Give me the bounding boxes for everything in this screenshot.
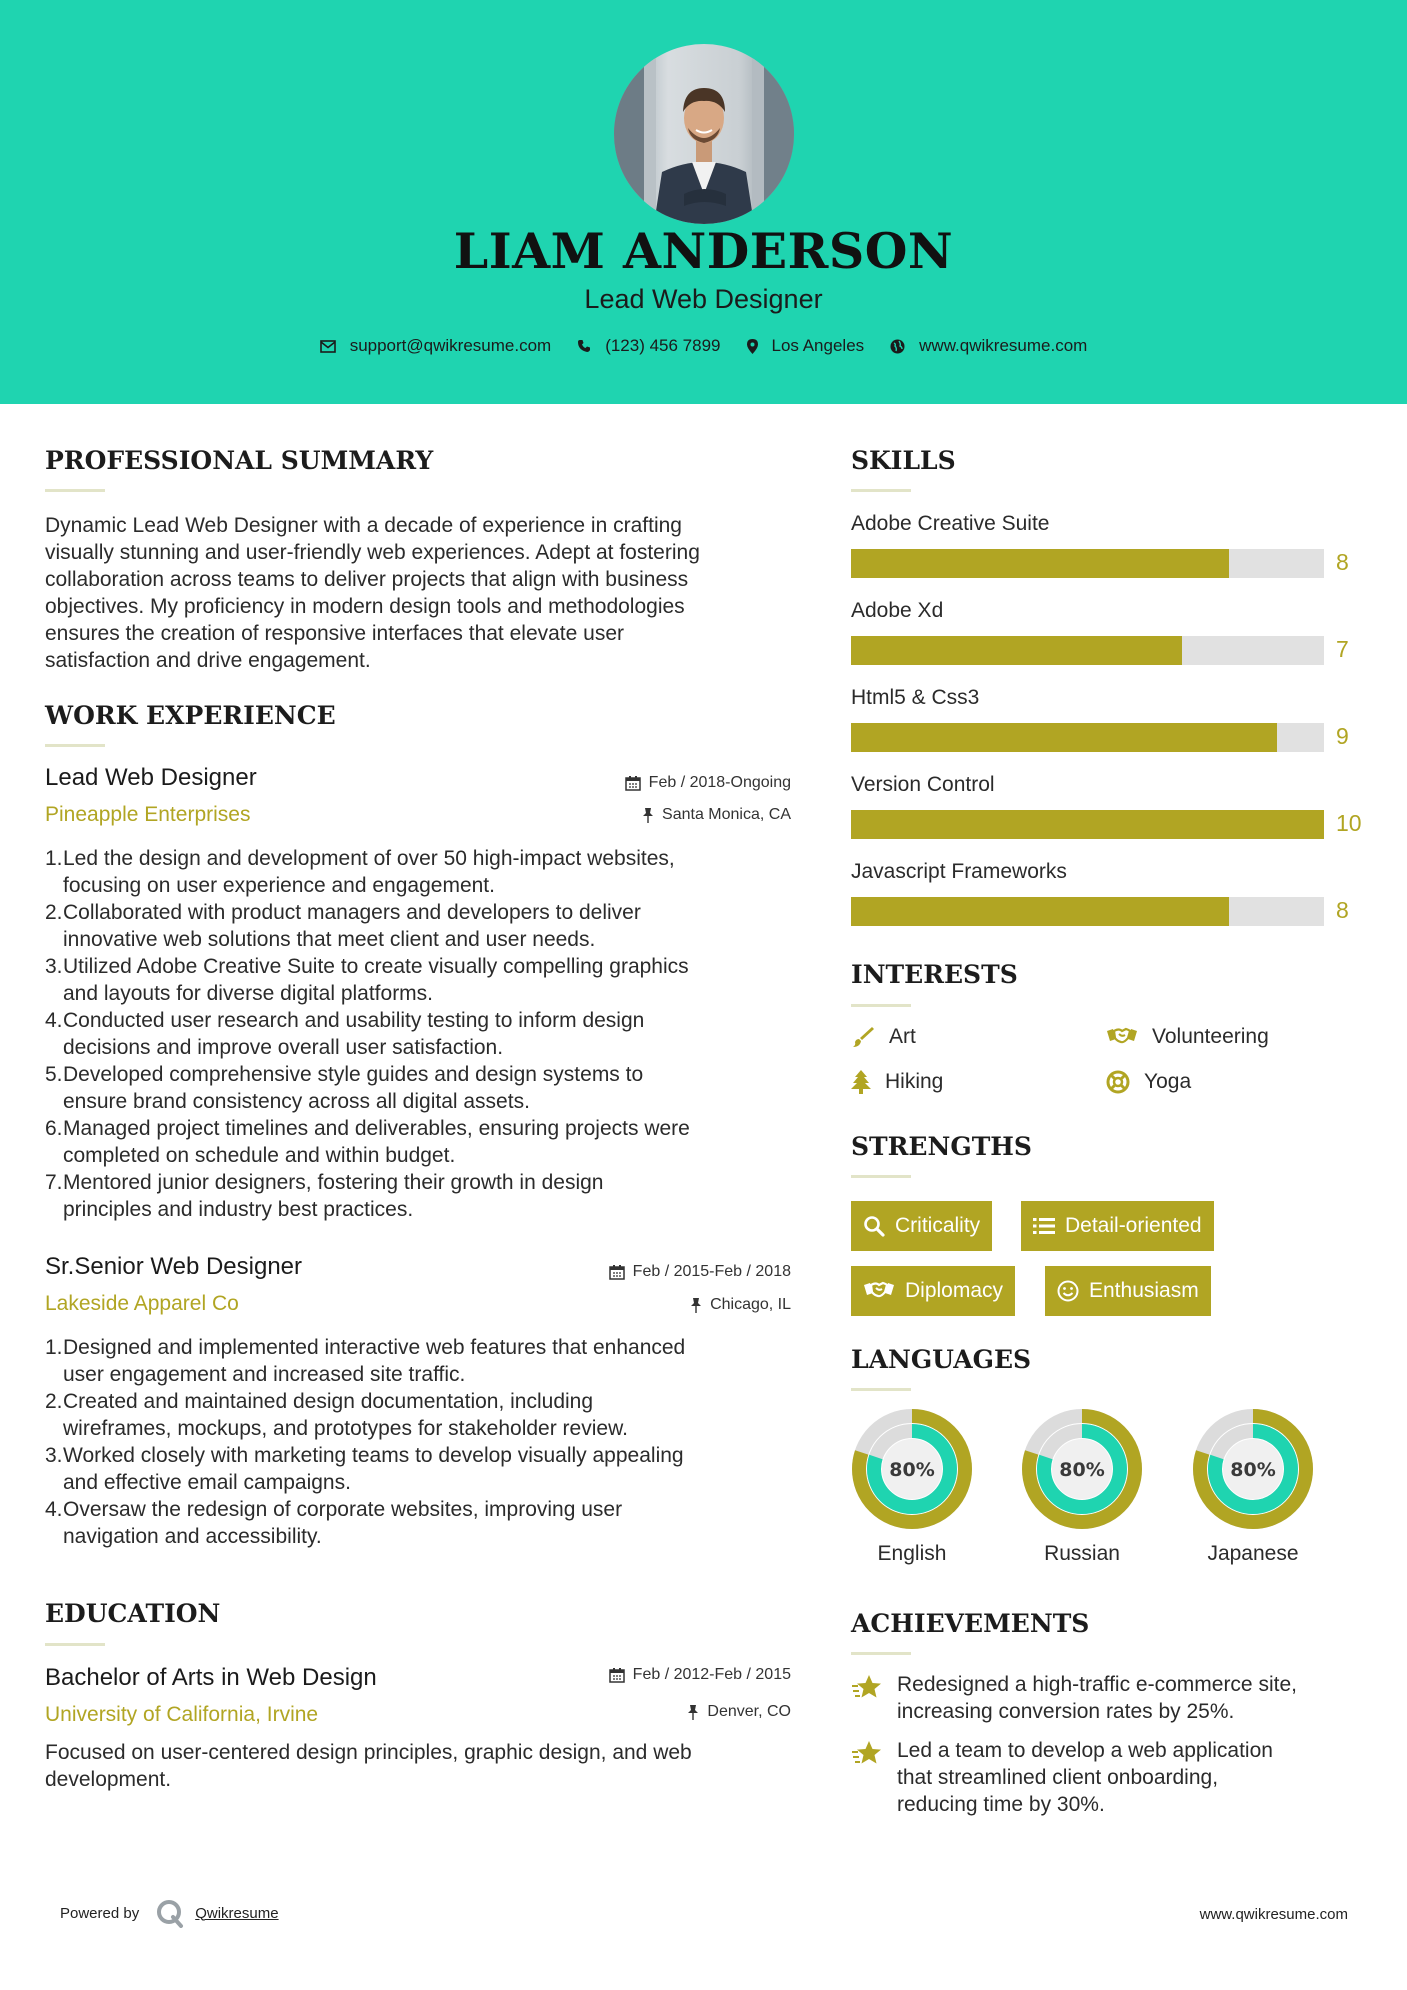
- list-item-line: Mentored junior designers, fostering their growth in design: [63, 1171, 604, 1194]
- summary-heading: PROFESSIONAL SUMMARY: [45, 446, 434, 475]
- list-item-line: wireframes, mockups, and prototypes for stakeholder review.: [63, 1417, 628, 1440]
- list-item: 1. Designed and implemented interactive web features that enhanced user engagement and increased site traffic.: [45, 1334, 795, 1388]
- interest-item: [1106, 1025, 1269, 1049]
- pushpin-icon: [687, 1704, 699, 1720]
- resume-header: [0, 0, 1407, 404]
- strength-label: Enthusiasm: [1089, 1279, 1199, 1302]
- list-item-line: focusing on user experience and engagement.: [63, 874, 495, 897]
- skill-label: Adobe Creative Suite: [851, 512, 1050, 535]
- languages-heading: LANGUAGES: [851, 1345, 1032, 1374]
- achievement-line: Led a team to develop a web application: [897, 1739, 1273, 1762]
- contact-bar: [0, 336, 1407, 356]
- achievement-line: that streamlined client onboarding,: [897, 1766, 1219, 1789]
- language-item: [1192, 1408, 1314, 1566]
- contact-website-text: www.qwikresume.com: [919, 336, 1088, 355]
- job-location-text: Santa Monica, CA: [662, 806, 791, 823]
- achievements-heading: ACHIEVEMENTS: [851, 1609, 1090, 1638]
- summary-line: ensures the creation of responsive interfaces that elevate user: [45, 622, 624, 645]
- list-icon: [1033, 1217, 1055, 1235]
- list-item-line: innovative web solutions that meet client and user needs.: [63, 928, 596, 951]
- education-heading-rule: [45, 1643, 105, 1646]
- calendar-icon: [609, 1667, 625, 1683]
- summary-line: satisfaction and drive engagement.: [45, 649, 371, 672]
- language-gauge: [1021, 1408, 1143, 1530]
- strength-chip: [1021, 1201, 1214, 1251]
- envelope-icon: [320, 340, 336, 353]
- language-name: English: [877, 1542, 947, 1565]
- strength-label: Diplomacy: [905, 1279, 1004, 1302]
- education-dates: [609, 1666, 791, 1684]
- candidate-name: LIAM ANDERSON: [453, 222, 954, 280]
- strength-label: Detail-oriented: [1065, 1214, 1202, 1237]
- list-item-line: Created and maintained design documentation, including: [63, 1390, 594, 1413]
- achievements-heading-rule: [851, 1652, 911, 1655]
- list-item: 6. Managed project timelines and deliverables, ensuring projects were completed on schedule and within budget.: [45, 1115, 795, 1169]
- skill-label: Version Control: [851, 773, 995, 796]
- language-name: Russian: [1044, 1542, 1120, 1565]
- interest-item: [1106, 1070, 1191, 1094]
- list-item: 7. Mentored junior designers, fostering their growth in design principles and industry best practices.: [45, 1169, 795, 1223]
- language-percent-label: 80%: [1230, 1459, 1276, 1481]
- qwikresume-logo-icon: [155, 1898, 185, 1928]
- footer-powered-by: [60, 1898, 279, 1928]
- interest-label: Yoga: [1144, 1070, 1192, 1093]
- experience-heading-rule: [45, 744, 105, 747]
- list-item-line: Conducted user research and usability testing to inform design: [63, 1009, 645, 1032]
- handshake-icon: [863, 1280, 895, 1302]
- job-dates-text: Feb / 2015-Feb / 2018: [632, 1263, 791, 1280]
- skill-bar-fill: [851, 897, 1229, 926]
- skill-bar-track: [851, 810, 1324, 839]
- contact-phone-text: (123) 456 7899: [605, 336, 721, 355]
- profile-photo: [614, 44, 794, 224]
- interests-heading: INTERESTS: [851, 960, 1018, 989]
- language-name: Japanese: [1207, 1542, 1299, 1565]
- list-item-line: Collaborated with product managers and developers to deliver: [63, 901, 641, 924]
- skill-bar-track: [851, 549, 1324, 578]
- achievement-line: Redesigned a high-traffic e-commerce site,: [897, 1673, 1297, 1696]
- job-dates-text: Feb / 2018-Ongoing: [648, 774, 791, 791]
- lifering-icon: [1106, 1070, 1130, 1094]
- strengths-heading: STRENGTHS: [851, 1132, 1032, 1161]
- phone-icon: [577, 339, 591, 353]
- skill-score: 8: [1336, 549, 1349, 575]
- contact-email[interactable]: [320, 336, 552, 356]
- paintbrush-icon: [851, 1025, 875, 1049]
- summary-line: visually stunning and user-friendly web experiences. Adept at fostering: [45, 541, 700, 564]
- education-line: Focused on user-centered design principles, graphic design, and web: [45, 1741, 692, 1764]
- calendar-icon: [609, 1264, 625, 1280]
- language-gauge: [1192, 1408, 1314, 1530]
- skills-heading-rule: [851, 489, 911, 492]
- language-percent-label: 80%: [889, 1459, 935, 1481]
- skill-score: 7: [1336, 636, 1349, 662]
- list-item: 3. Utilized Adobe Creative Suite to create visually compelling graphics and layouts for diverse digital platforms.: [45, 953, 795, 1007]
- strength-chip: [1045, 1266, 1211, 1316]
- achievement-text: [897, 1671, 1297, 1725]
- job-company: Pineapple Enterprises: [45, 803, 251, 826]
- tree-icon: [851, 1070, 871, 1094]
- achievement-item: [851, 1671, 1371, 1725]
- list-item-line: Led the design and development of over 50 high-impact websites,: [63, 847, 675, 870]
- list-item-line: navigation and accessibility.: [63, 1525, 322, 1548]
- star-award-icon: [851, 1673, 883, 1701]
- pushpin-icon: [690, 1297, 702, 1313]
- education-heading: EDUCATION: [45, 1599, 221, 1628]
- list-item-line: Managed project timelines and deliverables, ensuring projects were: [63, 1117, 690, 1140]
- language-item: [1021, 1408, 1143, 1566]
- skill-score: 9: [1336, 723, 1349, 749]
- globe-icon: [890, 339, 905, 354]
- job-location: [690, 1296, 791, 1314]
- skill-label: Javascript Frameworks: [851, 860, 1067, 883]
- interests-heading-rule: [851, 1004, 911, 1007]
- skill-bar-fill: [851, 549, 1229, 578]
- list-item-line: and layouts for diverse digital platforms.: [63, 982, 434, 1005]
- interest-label: Hiking: [885, 1070, 944, 1093]
- skills-heading: SKILLS: [851, 446, 956, 475]
- list-item-line: Oversaw the redesign of corporate websites, improving user: [63, 1498, 623, 1521]
- language-percent-label: 80%: [1059, 1459, 1105, 1481]
- skill-bar-fill: [851, 636, 1182, 665]
- job-duties: [45, 845, 795, 1223]
- calendar-icon: [625, 775, 641, 791]
- interest-item: [851, 1070, 943, 1094]
- skill-label: Adobe Xd: [851, 599, 944, 622]
- summary-line: collaboration across teams to deliver projects that align with business: [45, 568, 689, 591]
- education-description: [45, 1739, 805, 1793]
- job-location-text: Chicago, IL: [710, 1296, 791, 1313]
- list-item: 4. Oversaw the redesign of corporate websites, improving user navigation and accessibility.: [45, 1496, 795, 1550]
- strength-chip: [851, 1266, 1015, 1316]
- search-icon: [863, 1215, 885, 1237]
- language-gauge: [851, 1408, 973, 1530]
- list-item-line: user engagement and increased site traffic.: [63, 1363, 466, 1386]
- education-line: development.: [45, 1768, 172, 1791]
- strength-label: Criticality: [895, 1214, 981, 1237]
- skill-score: 10: [1336, 810, 1362, 836]
- list-item-line: Designed and implemented interactive web features that enhanced: [63, 1336, 686, 1359]
- contact-email-text: support@qwikresume.com: [349, 336, 552, 355]
- list-item-line: principles and industry best practices.: [63, 1198, 414, 1221]
- summary-text: [45, 512, 805, 674]
- list-item: 2. Collaborated with product managers and developers to deliver innovative web solutions that meet client and user needs.: [45, 899, 795, 953]
- skill-label: Html5 & Css3: [851, 686, 980, 709]
- job-location: [642, 806, 791, 824]
- powered-by-label: Powered by: [60, 1904, 140, 1922]
- list-item-line: Utilized Adobe Creative Suite to create visually compelling graphics: [63, 955, 689, 978]
- pushpin-icon: [642, 807, 654, 823]
- list-item-line: completed on schedule and within budget.: [63, 1144, 456, 1167]
- smile-icon: [1057, 1280, 1079, 1302]
- contact-location: [747, 336, 865, 356]
- list-item-line: Developed comprehensive style guides and design systems to: [63, 1063, 644, 1086]
- contact-phone[interactable]: [577, 336, 720, 356]
- degree-title: Bachelor of Arts in Web Design: [45, 1664, 377, 1691]
- summary-line: objectives. My proficiency in modern design tools and methodologies: [45, 595, 685, 618]
- list-item: 5. Developed comprehensive style guides and design systems to ensure brand consistency across all digital assets.: [45, 1061, 795, 1115]
- skill-bar-track: [851, 636, 1324, 665]
- list-item: 3. Worked closely with marketing teams to develop visually appealing and effective email campaigns.: [45, 1442, 795, 1496]
- job-company: Lakeside Apparel Co: [45, 1292, 239, 1315]
- map-pin-icon: [747, 339, 758, 354]
- interest-item: [851, 1025, 916, 1049]
- skill-score: 8: [1336, 897, 1349, 923]
- achievement-text: [897, 1737, 1273, 1818]
- contact-website[interactable]: [890, 336, 1087, 356]
- achievement-item: [851, 1737, 1371, 1818]
- contact-location-text: Los Angeles: [771, 336, 865, 355]
- job-role: Sr.Senior Web Designer: [45, 1253, 303, 1280]
- school-name: University of California, Irvine: [45, 1703, 319, 1726]
- list-item-line: Worked closely with marketing teams to develop visually appealing: [63, 1444, 684, 1467]
- achievement-line: reducing time by 30%.: [897, 1793, 1105, 1816]
- footer-brand-link[interactable]: Qwikresume: [195, 1904, 279, 1922]
- education-location: [687, 1703, 791, 1721]
- list-item: 1. Led the design and development of over 50 high-impact websites, focusing on user experience and engagement.: [45, 845, 795, 899]
- strength-chip: [851, 1201, 992, 1251]
- skill-bar-fill: [851, 723, 1277, 752]
- interest-label: Art: [889, 1025, 916, 1048]
- list-item-line: ensure brand consistency across all digital assets.: [63, 1090, 530, 1113]
- list-item-line: and effective email campaigns.: [63, 1471, 351, 1494]
- list-item-line: decisions and improve overall user satisfaction.: [63, 1036, 504, 1059]
- languages-heading-rule: [851, 1388, 911, 1391]
- job-role: Lead Web Designer: [45, 764, 257, 791]
- skill-bar-fill: [851, 810, 1324, 839]
- education-location-text: Denver, CO: [707, 1703, 791, 1720]
- skill-bar-track: [851, 897, 1324, 926]
- interest-label: Volunteering: [1152, 1025, 1269, 1048]
- footer-url[interactable]: www.qwikresume.com: [1199, 1906, 1348, 1923]
- list-item: 2. Created and maintained design documentation, including wireframes, mockups, and prototypes for stakeholder review.: [45, 1388, 795, 1442]
- education-dates-text: Feb / 2012-Feb / 2015: [632, 1666, 791, 1683]
- handshake-icon: [1106, 1026, 1138, 1048]
- job-duties: [45, 1334, 795, 1550]
- list-item: 4. Conducted user research and usability testing to inform design decisions and improve overall user satisfaction.: [45, 1007, 795, 1061]
- star-award-icon: [851, 1739, 883, 1767]
- skill-bar-track: [851, 723, 1324, 752]
- achievement-line: increasing conversion rates by 25%.: [897, 1700, 1235, 1723]
- summary-line: Dynamic Lead Web Designer with a decade of experience in crafting: [45, 514, 682, 537]
- summary-heading-rule: [45, 489, 105, 492]
- job-dates: [609, 1263, 791, 1281]
- language-item: [851, 1408, 973, 1566]
- candidate-title: Lead Web Designer: [584, 284, 823, 314]
- experience-heading: WORK EXPERIENCE: [45, 701, 336, 730]
- strengths-heading-rule: [851, 1175, 911, 1178]
- job-dates: [625, 774, 791, 792]
